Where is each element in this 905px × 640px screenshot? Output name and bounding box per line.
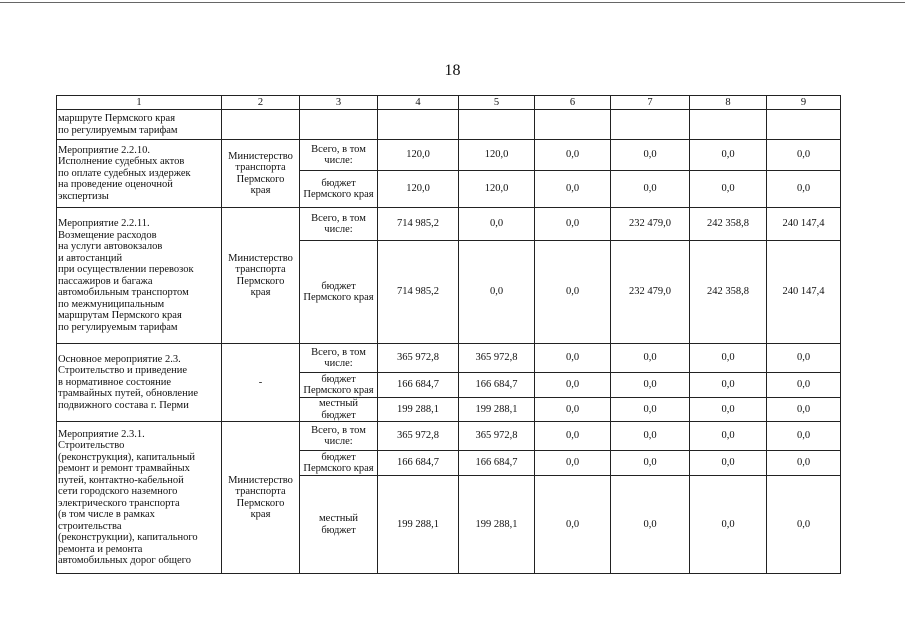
executor-line: Министерство [228, 150, 293, 162]
executor-line: края [250, 509, 271, 520]
executor-line: Пермского [236, 497, 285, 509]
funding-source-line: бюджет [321, 280, 356, 292]
amount-cell [767, 110, 841, 140]
amount-cell: 714 985,2 [378, 241, 459, 344]
table-row [57, 344, 841, 373]
table-row [57, 110, 841, 140]
amount-cell: 120,0 [459, 140, 535, 171]
measure-name-line: на проведение оценочной [58, 179, 173, 191]
measure-name [57, 110, 222, 140]
amount-cell: 0,0 [459, 241, 535, 344]
amount-cell: 0,0 [767, 398, 841, 422]
funding-source-line: Всего, в том [311, 212, 366, 224]
amount-cell: 120,0 [459, 171, 535, 208]
funding-source [300, 171, 378, 208]
measure-name-line: по регулируемым тарифам [58, 321, 178, 333]
amount-cell: 0,0 [535, 344, 611, 373]
column-header: 1 [57, 96, 222, 110]
funding-source [300, 241, 378, 344]
table-row [57, 422, 841, 451]
measure-name-line: электрического транспорта [58, 497, 180, 509]
executor [222, 110, 300, 140]
amount-cell: 0,0 [767, 171, 841, 208]
amount-cell: 365 972,8 [378, 344, 459, 373]
funding-source-line: бюджет [321, 451, 356, 463]
funding-source [300, 208, 378, 241]
measure-name-line: по регулируемым тарифам [58, 124, 178, 136]
amount-cell: 240 147,4 [767, 241, 841, 344]
column-header: 5 [459, 96, 535, 110]
amount-cell: 0,0 [611, 476, 690, 574]
measure-name-line: на услуги автовокзалов [58, 241, 163, 252]
amount-cell: 365 972,8 [378, 422, 459, 451]
measure-name-line: Исполнение судебных актов [58, 156, 185, 168]
amount-cell: 242 358,8 [690, 208, 767, 241]
funding-source-line: числе: [324, 224, 353, 235]
amount-cell: 120,0 [378, 171, 459, 208]
funding-source-line: Пермского края [303, 385, 374, 396]
amount-cell: 714 985,2 [378, 208, 459, 241]
column-header: 2 [222, 96, 300, 110]
amount-cell: 0,0 [535, 476, 611, 574]
amount-cell: 0,0 [690, 422, 767, 451]
funding-source-line: числе: [324, 155, 353, 166]
amount-cell: 0,0 [611, 171, 690, 208]
measure-name-line: строительства [58, 520, 122, 532]
executor-line: края [250, 185, 271, 196]
measure-name-line: автомобильных дорог общего [58, 555, 191, 566]
funding-source [300, 476, 378, 574]
amount-cell: 0,0 [535, 398, 611, 422]
amount-cell: 365 972,8 [459, 344, 535, 373]
table-row [57, 208, 841, 241]
measure-name-line: в нормативное состояние [58, 376, 172, 388]
funding-source-line: Всего, в том [311, 346, 366, 358]
funding-source [300, 110, 378, 140]
amount-cell: 232 479,0 [611, 241, 690, 344]
amount-cell: 0,0 [535, 451, 611, 476]
budget-table [56, 95, 841, 574]
funding-source [300, 344, 378, 373]
amount-cell: 0,0 [535, 140, 611, 171]
measure-name-line: сети городского наземного [58, 486, 178, 497]
amount-cell: 199 288,1 [459, 398, 535, 422]
amount-cell: 0,0 [690, 171, 767, 208]
column-header: 3 [300, 96, 378, 110]
amount-cell: 166 684,7 [459, 451, 535, 476]
funding-source-line: Пермского края [303, 189, 374, 200]
funding-source-line: местный бюджет [318, 398, 359, 421]
amount-cell [378, 110, 459, 140]
measure-name [57, 422, 222, 574]
measure-name-line: пассажиров и багажа [58, 275, 153, 287]
amount-cell: 0,0 [690, 451, 767, 476]
measure-name [57, 140, 222, 208]
table-row [57, 140, 841, 171]
executor-line: Министерство [228, 474, 293, 486]
amount-cell: 0,0 [767, 476, 841, 574]
measure-name-line: (реконструкции), капитального [58, 532, 198, 543]
amount-cell: 166 684,7 [378, 373, 459, 398]
amount-cell: 242 358,8 [690, 241, 767, 344]
executor [222, 344, 300, 422]
measure-name-line: Строительство [58, 440, 125, 451]
amount-cell: 166 684,7 [459, 373, 535, 398]
amount-cell [459, 110, 535, 140]
page-number: 18 [444, 62, 461, 79]
funding-source-line: бюджет [321, 177, 356, 189]
measure-name-line: экспертизы [58, 190, 109, 202]
amount-cell [690, 110, 767, 140]
amount-cell: 0,0 [535, 422, 611, 451]
executor-line: транспорта [235, 162, 286, 173]
header-row [57, 96, 841, 110]
measure-name-line: и автостанций [58, 252, 123, 264]
amount-cell: 0,0 [459, 208, 535, 241]
measure-name [57, 344, 222, 422]
amount-cell: 199 288,1 [378, 476, 459, 574]
amount-cell: 0,0 [690, 476, 767, 574]
column-header: 8 [690, 96, 767, 110]
funding-source-line: Пермского края [303, 292, 374, 303]
column-header: 9 [767, 96, 841, 110]
amount-cell [535, 110, 611, 140]
funding-source [300, 373, 378, 398]
amount-cell: 240 147,4 [767, 208, 841, 241]
amount-cell: 0,0 [611, 451, 690, 476]
funding-source [300, 422, 378, 451]
funding-source-line: числе: [324, 436, 353, 447]
column-header: 6 [535, 96, 611, 110]
amount-cell: 199 288,1 [459, 476, 535, 574]
amount-cell: 365 972,8 [459, 422, 535, 451]
funding-source [300, 398, 378, 422]
measure-name-line: подвижного состава г. Перми [58, 399, 189, 411]
measure-name-line: маршруте Пермского края [58, 113, 176, 124]
amount-cell [611, 110, 690, 140]
funding-source-line: Пермского края [303, 463, 374, 474]
executor-line: - [258, 376, 263, 388]
measure-name [57, 208, 222, 344]
measure-name-line: трамвайных путей, обновление [58, 388, 198, 400]
funding-source [300, 451, 378, 476]
funding-source-line: местный бюджет [318, 513, 359, 536]
measure-name-line: ремонт и ремонт трамвайных [58, 463, 190, 474]
measure-name-line: маршрутам Пермского края [58, 310, 182, 321]
measure-name-line: при осуществлении перевозок [58, 264, 194, 275]
amount-cell: 199 288,1 [378, 398, 459, 422]
funding-source [300, 140, 378, 171]
amount-cell: 0,0 [611, 140, 690, 171]
measure-name-line: путей, контактно-кабельной [58, 474, 184, 486]
amount-cell: 232 479,0 [611, 208, 690, 241]
column-header: 7 [611, 96, 690, 110]
measure-name-line: ремонта и ремонта [58, 543, 143, 555]
funding-source-line: Всего, в том [311, 424, 366, 436]
amount-cell: 0,0 [767, 140, 841, 171]
amount-cell: 0,0 [535, 171, 611, 208]
measure-name-line: Строительство и приведение [58, 365, 188, 377]
measure-name-line: (в том числе в рамках [58, 509, 155, 520]
column-header: 4 [378, 96, 459, 110]
amount-cell: 0,0 [611, 422, 690, 451]
amount-cell: 0,0 [690, 398, 767, 422]
amount-cell: 0,0 [767, 373, 841, 398]
amount-cell: 0,0 [535, 241, 611, 344]
measure-name-line: по межмуниципальным [58, 298, 165, 310]
measure-name-line: Мероприятие 2.2.11. [58, 218, 150, 229]
amount-cell: 0,0 [690, 373, 767, 398]
executor-line: транспорта [235, 264, 286, 275]
executor-line: края [250, 287, 271, 298]
measure-name-line: Возмещение расходов [58, 229, 157, 241]
amount-cell: 0,0 [767, 344, 841, 373]
scan-top-edge [0, 2, 905, 3]
amount-cell: 0,0 [535, 373, 611, 398]
amount-cell: 0,0 [767, 451, 841, 476]
executor-line: транспорта [235, 486, 286, 497]
amount-cell: 120,0 [378, 140, 459, 171]
funding-source-line: бюджет [321, 373, 356, 385]
amount-cell: 0,0 [611, 398, 690, 422]
executor [222, 208, 300, 344]
amount-cell: 0,0 [690, 344, 767, 373]
funding-source-line: Всего, в том [311, 143, 366, 155]
measure-name-line: Мероприятие 2.2.10. [58, 144, 151, 156]
executor-line: Пермского [236, 173, 285, 185]
measure-name-line: Мероприятие 2.3.1. [58, 428, 145, 440]
amount-cell: 0,0 [535, 208, 611, 241]
amount-cell: 0,0 [611, 344, 690, 373]
measure-name-line: Основное мероприятие 2.3. [58, 353, 181, 365]
funding-source-line: числе: [324, 358, 353, 369]
measure-name-line: (реконструкция), капитальный [58, 451, 195, 463]
amount-cell: 0,0 [611, 373, 690, 398]
amount-cell: 166 684,7 [378, 451, 459, 476]
executor [222, 422, 300, 574]
executor-line: Пермского [236, 275, 285, 287]
executor [222, 140, 300, 208]
executor-line: Министерство [228, 252, 293, 264]
measure-name-line: автомобильным транспортом [58, 287, 189, 298]
measure-name-line: по оплате судебных издержек [58, 167, 191, 179]
amount-cell: 0,0 [767, 422, 841, 451]
amount-cell: 0,0 [690, 140, 767, 171]
